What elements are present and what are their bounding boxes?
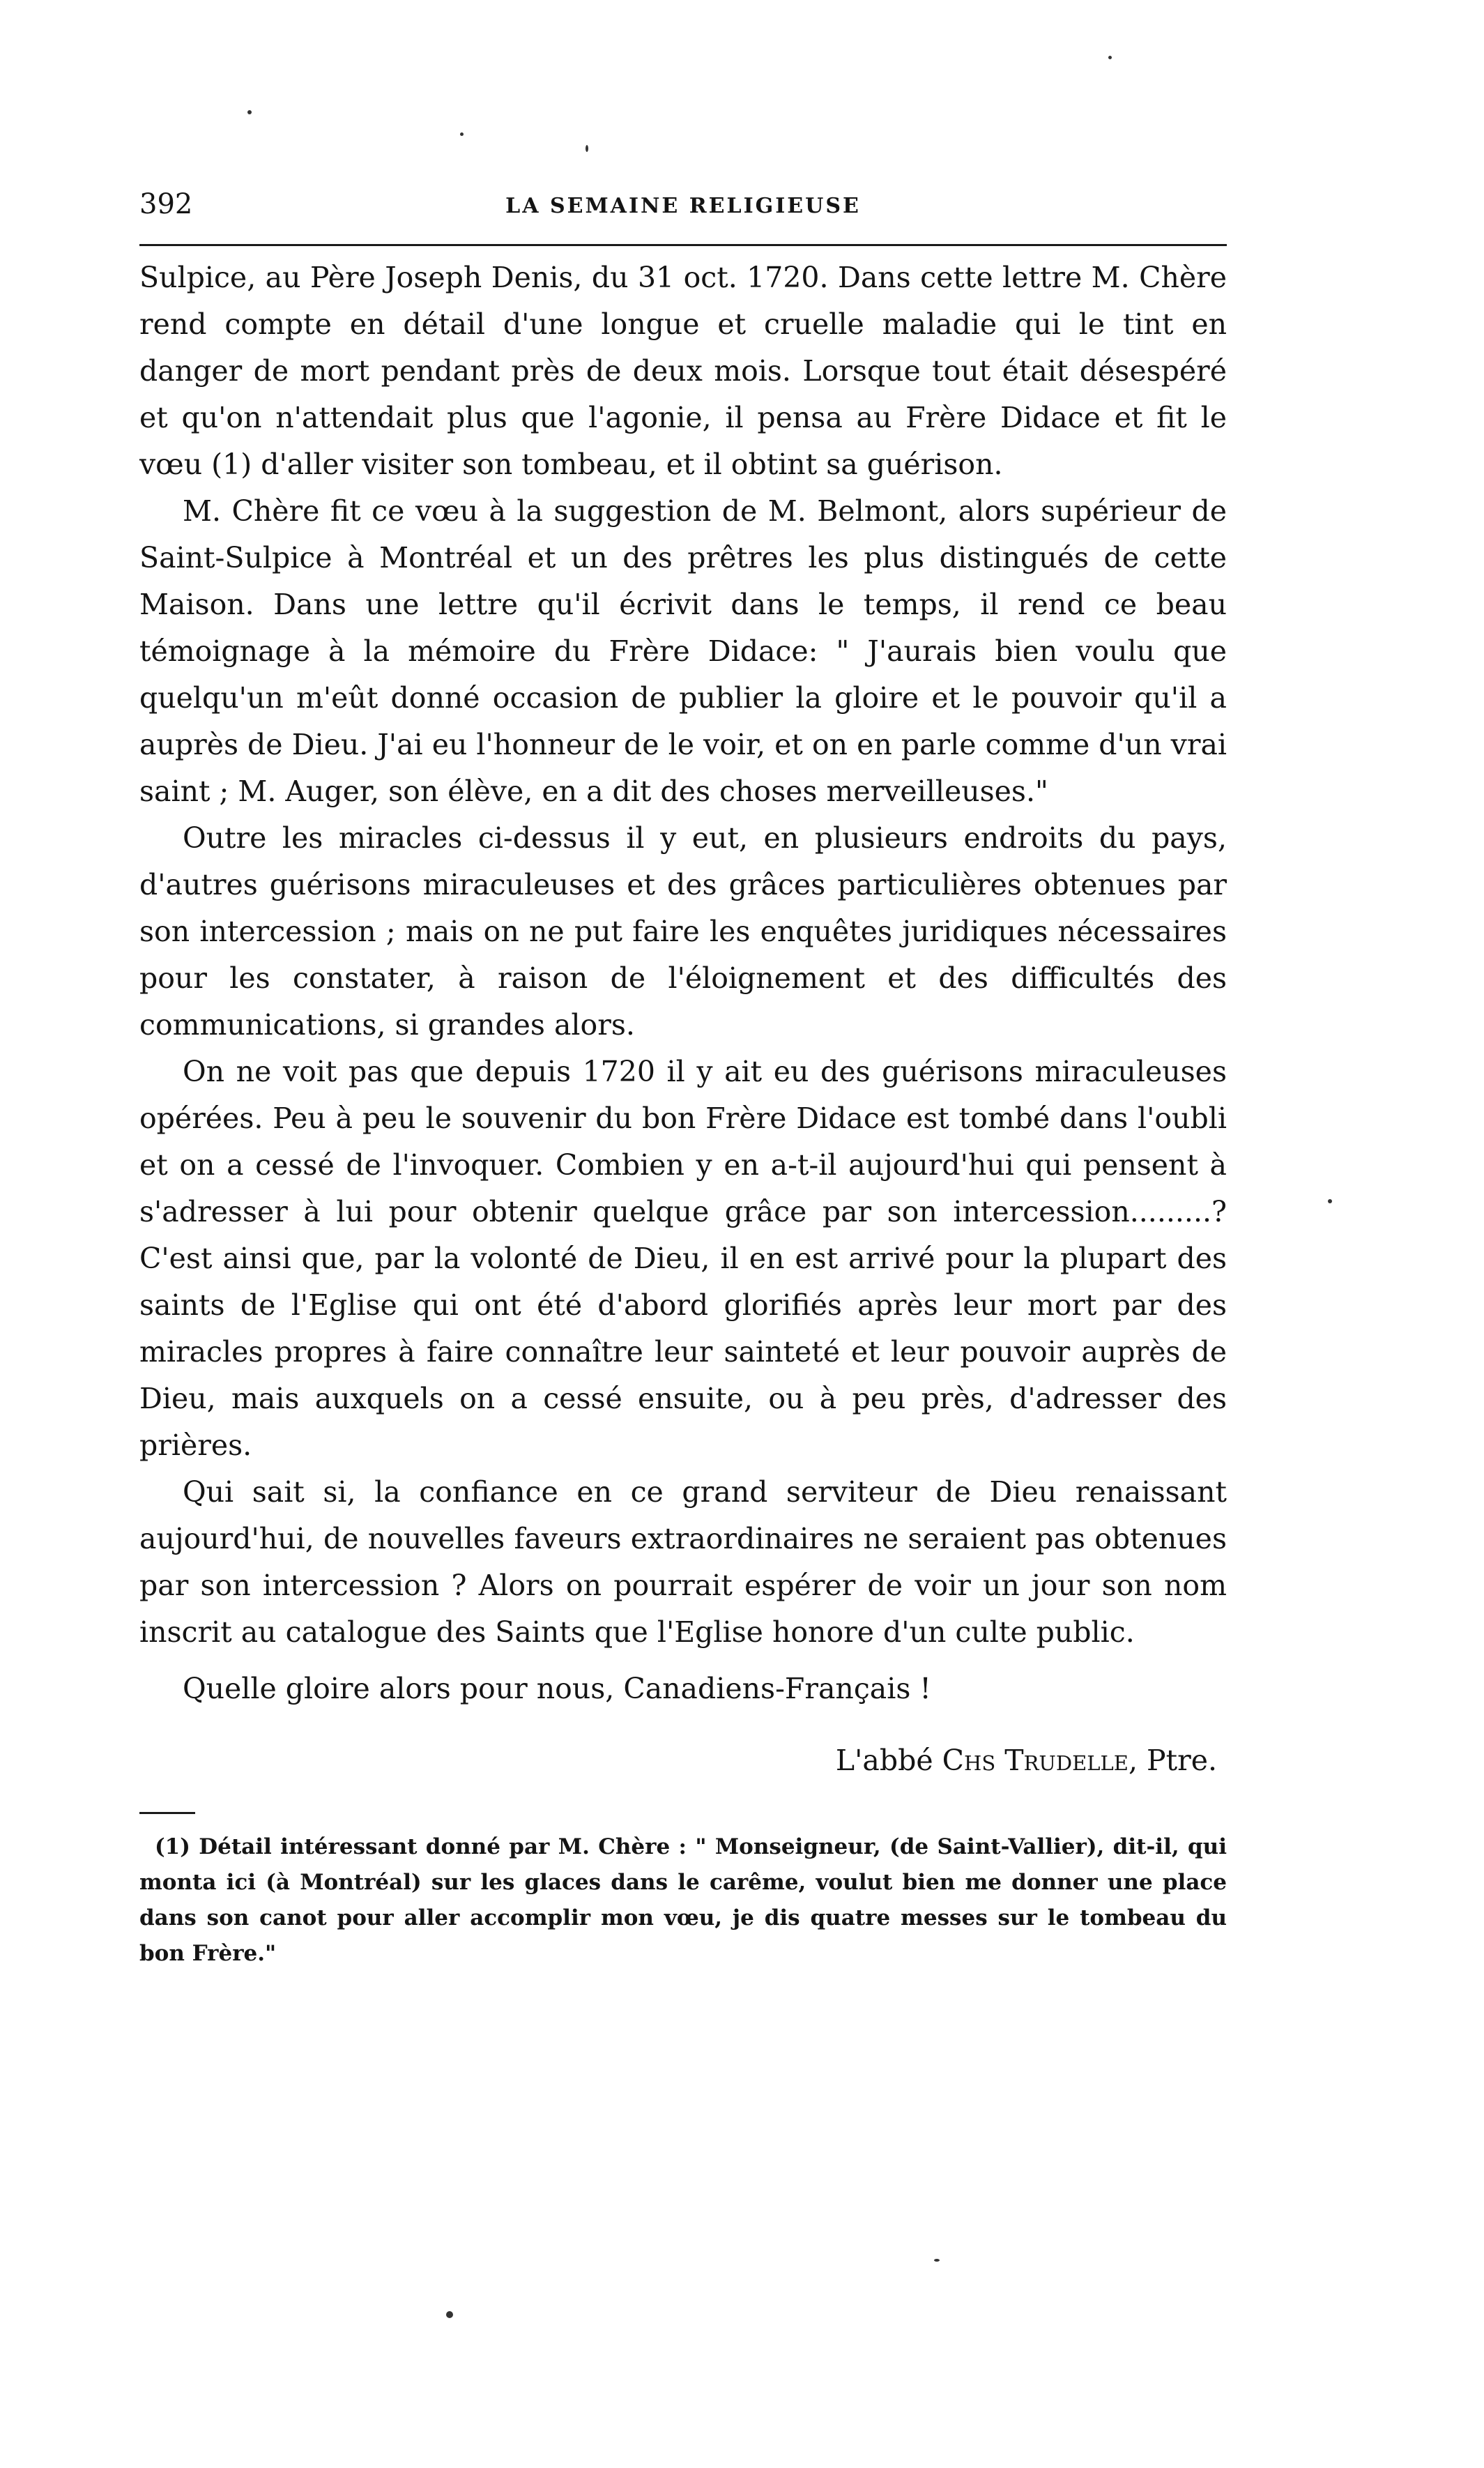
closing-line: Quelle gloire alors pour nous, Canadiens-Français ! (183, 1672, 931, 1705)
scan-speck (247, 110, 252, 114)
paragraph: On ne voit pas que depuis 1720 il y ait eu des guérisons miraculeuses opérées. Peu à peu le souvenir du bon Frère Didace est tombé dans l'oubli et on a cessé de l'invoquer. Combien y en a-t-il aujourd'hui qui pensent à s'adresser à lui pour obtenir quelque grâce par son intercession.........? C'est ainsi que, par la volonté de Dieu, il en est arrivé pour la plupart des saints de l'Eglise qui ont été d'abord glorifiés après leur mort par des miracles propres à faire connaître leur sainteté et leur pouvoir auprès de Dieu, mais auxquels on a cessé ensuite, ou à peu près, d'adresser des prières. (139, 1055, 1227, 1462)
scan-speck (586, 145, 588, 152)
body-text (139, 254, 1227, 1784)
paragraph: M. Chère fit ce vœu à la suggestion de M. Belmont, alors supérieur de Saint-Sulpice à Montréal et un des prêtres les plus distingués de cette Maison. Dans une lettre qu'il écrivit dans le temps, il rend ce beau témoignage à la mémoire du Frère Didace: " J'aurais bien voulu que quelqu'un m'eût donné occasion de publier la gloire et le pouvoir qu'il a auprès de Dieu. J'ai eu l'honneur de le voir, et on en parle comme d'un vrai saint ; M. Auger, son élève, en a dit des choses merveilleuses." (139, 494, 1227, 808)
signature-prefix: L'abbé (835, 1744, 933, 1777)
scan-speck (1328, 1199, 1332, 1203)
scan-speck (934, 2259, 940, 2262)
signature-suffix: , Ptre. (1128, 1744, 1217, 1777)
paragraph: Outre les miracles ci-dessus il y eut, en plusieurs endroits du pays, d'autres guérisons miraculeuses et des grâces particulières obtenues par son intercession ; mais on ne put faire les enquêtes juridiques nécessaires pour les constater, à raison de l'éloignement et des difficultés des communications, si grandes alors. (139, 821, 1227, 1042)
running-head: LA SEMAINE RELIGIEUSE (505, 194, 861, 218)
paragraph: Qui sait si, la confiance en ce grand serviteur de Dieu renaissant aujourd'hui, de nouvelles faveurs extraordinaires ne seraient pas obtenues par son intercession ? Alors on pourrait espérer de voir un jour son nom inscrit au catalogue des Saints que l'Eglise honore d'un culte public. (139, 1475, 1227, 1649)
document-page (139, 188, 1227, 1972)
signature-name: Chs Trudelle (942, 1744, 1129, 1777)
scan-speck (1108, 56, 1112, 59)
scan-speck (446, 2311, 453, 2318)
signature (139, 1737, 1227, 1784)
scan-speck (460, 132, 464, 136)
paragraph-continued: Sulpice, au Père Joseph Denis, du 31 oct. 1720. Dans cette lettre M. Chère rend compte en détail d'une longue et cruelle maladie qui le tint en danger de mort pendant près de deux mois. Lorsque tout était désespéré et qu'on n'attendait plus que l'agonie, il pensa au Frère Didace et fit le vœu (1) d'aller visiter son tombeau, et il obtint sa guérison. (139, 261, 1227, 481)
header-rule (139, 244, 1227, 246)
footnote: (1) Détail intéressant donné par M. Chère : " Monseigneur, (de Saint-Vallier), dit-il, qui monta ici (à Montréal) sur les glaces dans le carême, voulut bien me donner une place dans son canot pour aller accomplir mon vœu, je dis quatre messes sur le tombeau du bon Frère." (139, 1834, 1227, 1966)
page-header (139, 188, 1227, 237)
page-number: 392 (139, 188, 193, 220)
footnote-rule (139, 1812, 195, 1814)
